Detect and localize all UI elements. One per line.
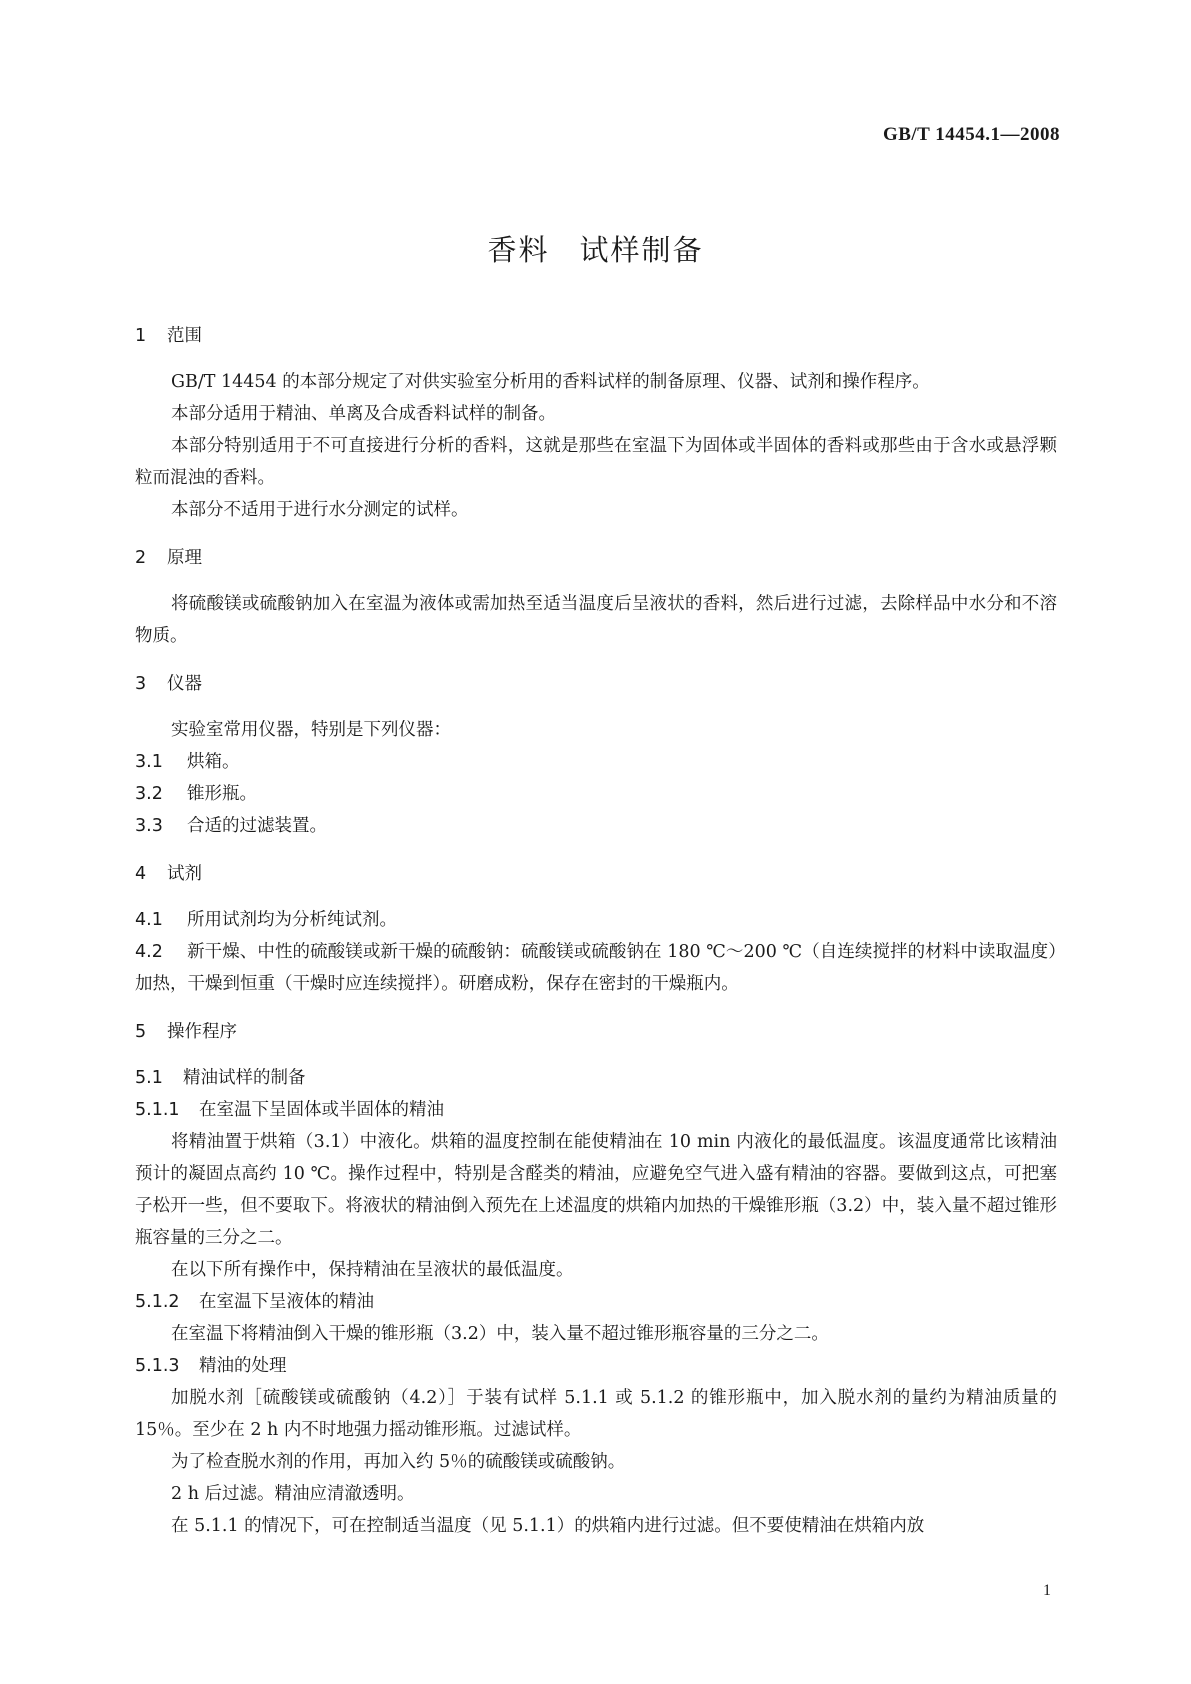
section-heading-3: 3 仪器 [135, 674, 202, 694]
page-number: 1 [1043, 1582, 1051, 1599]
standard-code: GB/T 14454.1—2008 [882, 124, 1060, 145]
subsection-heading-5-1: 5.1 精油试样的制备 [135, 1068, 306, 1088]
document-body [135, 322, 1057, 1542]
paragraph: 2 h 后过滤。精油应清澈透明。 [171, 1484, 415, 1504]
list-item: 4.1 所用试剂均为分析纯试剂。 [135, 910, 397, 930]
section-heading-1: 1 范围 [135, 326, 202, 346]
paragraph: 本部分不适用于进行水分测定的试样。 [171, 500, 469, 520]
document-title [0, 228, 1191, 269]
list-item: 3.1 烘箱。 [135, 752, 240, 772]
title-part-1: 香料 [487, 233, 550, 267]
title-part-2: 试样制备 [579, 233, 704, 267]
paragraph: 加脱水剂［硫酸镁或硫酸钠（4.2）］于装有试样 5.1.1 或 5.1.2 的锥形瓶中，加入脱水剂的量约为精油质量的 15％。至少在 2 h 内不时地强力摇动锥形瓶。过滤试样。 [135, 1388, 1057, 1440]
list-item: 4.2 新干燥、中性的硫酸镁或新干燥的硫酸钠：硫酸镁或硫酸钠在 180 ℃～200 ℃（自连续搅拌的材料中读取温度）加热，干燥到恒重（干燥时应连续搅拌）。研磨成粉，保存在密封的干燥瓶内。 [135, 942, 1057, 994]
paragraph: GB/T 14454 的本部分规定了对供实验室分析用的香料试样的制备原理、仪器、试剂和操作程序。 [171, 372, 930, 392]
paragraph: 将硫酸镁或硫酸钠加入在室温为液体或需加热至适当温度后呈液状的香料，然后进行过滤，去除样品中水分和不溶物质。 [135, 594, 1057, 646]
paragraph: 本部分适用于精油、单离及合成香料试样的制备。 [171, 404, 556, 424]
paragraph: 在室温下将精油倒入干燥的锥形瓶（3.2）中，装入量不超过锥形瓶容量的三分之二。 [171, 1324, 829, 1344]
section-heading-4: 4 试剂 [135, 864, 202, 884]
paragraph: 实验室常用仪器，特别是下列仪器： [171, 720, 451, 740]
paragraph: 将精油置于烘箱（3.1）中液化。烘箱的温度控制在能使精油在 10 min 内液化的最低温度。该温度通常比该精油预计的凝固点高约 10 ℃。操作过程中，特别是含醛类的精油，应避免空气进入盛有精油的容器。要做到这点，可把塞子松开一些，但不要取下。将液状的精油倒入预先在上述温度的烘箱内加热的干燥锥形瓶（3.2）中，装入量不超过锥形瓶容量的三分之二。 [135, 1132, 1057, 1248]
paragraph: 本部分特别适用于不可直接进行分析的香料，这就是那些在室温下为固体或半固体的香料或那些由于含水或悬浮颗粒而混浊的香料。 [135, 436, 1057, 488]
subsection-heading-5-1-2: 5.1.2 在室温下呈液体的精油 [135, 1292, 374, 1312]
list-item: 3.3 合适的过滤装置。 [135, 816, 327, 836]
paragraph: 在以下所有操作中，保持精油在呈液状的最低温度。 [171, 1260, 574, 1280]
list-item: 3.2 锥形瓶。 [135, 784, 257, 804]
section-heading-2: 2 原理 [135, 548, 202, 568]
subsection-heading-5-1-3: 5.1.3 精油的处理 [135, 1356, 287, 1376]
section-heading-5: 5 操作程序 [135, 1022, 237, 1042]
paragraph: 在 5.1.1 的情况下，可在控制适当温度（见 5.1.1）的烘箱内进行过滤。但不要使精油在烘箱内放 [171, 1516, 925, 1536]
paragraph: 为了检查脱水剂的作用，再加入约 5％的硫酸镁或硫酸钠。 [171, 1452, 626, 1472]
subsection-heading-5-1-1: 5.1.1 在室温下呈固体或半固体的精油 [135, 1100, 444, 1120]
